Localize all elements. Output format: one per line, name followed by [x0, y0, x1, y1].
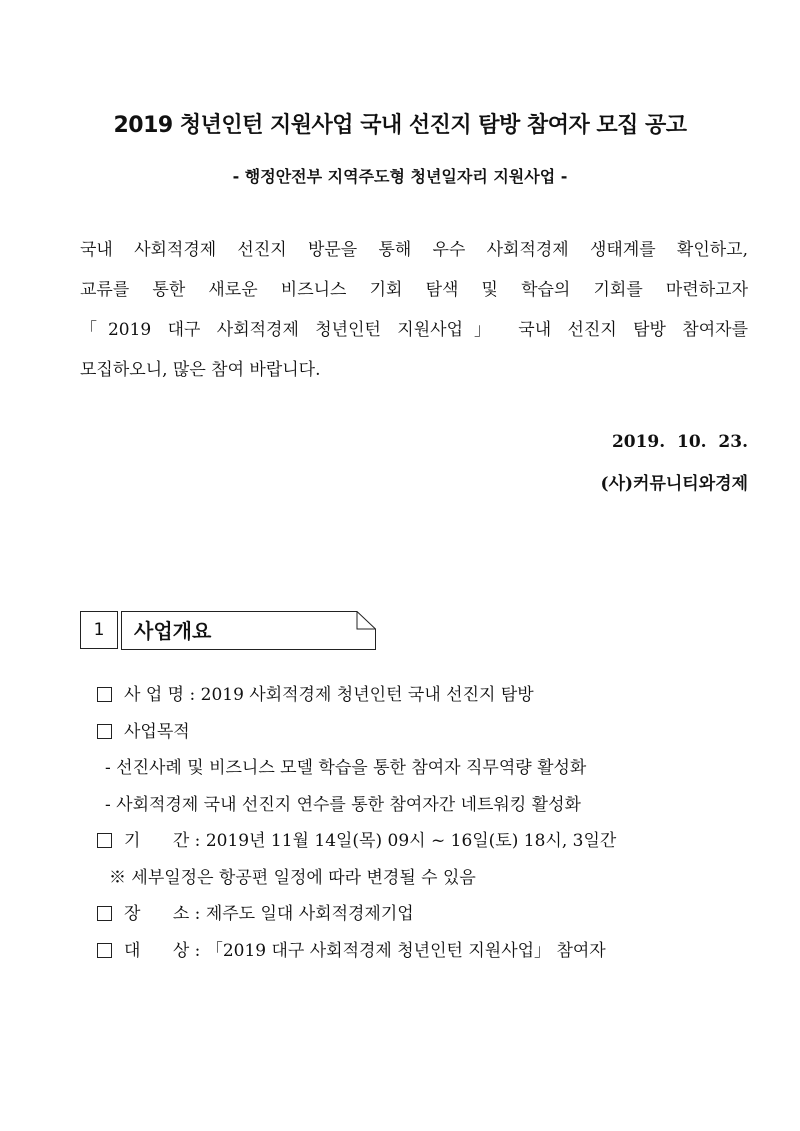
- section-number: 1: [80, 611, 118, 649]
- announcement-date: 2019. 10. 23.: [611, 432, 748, 452]
- checkbox-icon: [97, 687, 112, 702]
- list-subitem: - 선진사례 및 비즈니스 모델 학습을 통한 참여자 직무역량 활성화: [105, 758, 587, 778]
- list-note: ※ 세부일정은 항공편 일정에 따라 변경될 수 있음: [109, 867, 476, 888]
- item-label: 기 간: [124, 831, 190, 851]
- intro-line: 모집하오니, 많은 참여 바랍니다.: [80, 360, 321, 380]
- item-label: 사업목적: [124, 721, 190, 742]
- list-item: 사 업 명 : 2019 사회적경제 청년인턴 국내 선진지 탐방: [97, 677, 757, 714]
- item-label: 사 업 명: [124, 685, 185, 705]
- intro-paragraph: [80, 230, 748, 390]
- intro-line: 교류를 통한 새로운 비즈니스 기회 탐색 및 학습의 기회를 마련하고자: [80, 280, 748, 300]
- list-item: 기 간 : 2019년 11월 14일(목) 09시 ~ 16일(토) 18시, 3일간: [97, 823, 757, 860]
- page-subtitle: - 행정안전부 지역주도형 청년일자리 지원사업 -: [232, 167, 568, 186]
- page-title: 2019 청년인턴 지원사업 국내 선진지 탐방 참여자 모집 공고: [113, 113, 687, 138]
- checkbox-icon: [97, 906, 112, 921]
- item-label: 대 상: [124, 940, 190, 961]
- list-item: 장 소 : 제주도 일대 사회적경제기업: [97, 896, 757, 933]
- section-title: 사업개요: [134, 619, 212, 643]
- checkbox-icon: [97, 943, 112, 958]
- overview-list: [97, 677, 757, 969]
- item-value: 2019년 11월 14일(목) 09시 ~ 16일(토) 18시, 3일간: [205, 831, 617, 851]
- list-item: 대 상 : 「2019 대구 사회적경제 청년인턴 지원사업」 참여자: [97, 933, 757, 970]
- checkbox-icon: [97, 724, 112, 739]
- intro-line: 「2019 대구 사회적경제 청년인턴 지원사업」 국내 선진지 탐방 참여자를: [80, 320, 748, 340]
- intro-line: 국내 사회적경제 선진지 방문을 통해 우수 사회적경제 생태계를 확인하고,: [80, 240, 748, 260]
- item-value: 「2019 대구 사회적경제 청년인턴 지원사업」 참여자: [205, 940, 606, 961]
- list-item: [97, 714, 757, 751]
- section-header: [80, 611, 380, 651]
- organization-name: (사)커뮤니티와경제: [600, 474, 748, 494]
- item-value: 제주도 일대 사회적경제기업: [205, 904, 414, 924]
- list-subitem: - 사회적경제 국내 선진지 연수를 통한 참여자간 네트워킹 활성화: [105, 794, 581, 815]
- item-label: 장 소: [124, 904, 190, 924]
- item-value: 2019 사회적경제 청년인턴 국내 선진지 탐방: [200, 685, 534, 705]
- checkbox-icon: [97, 833, 112, 848]
